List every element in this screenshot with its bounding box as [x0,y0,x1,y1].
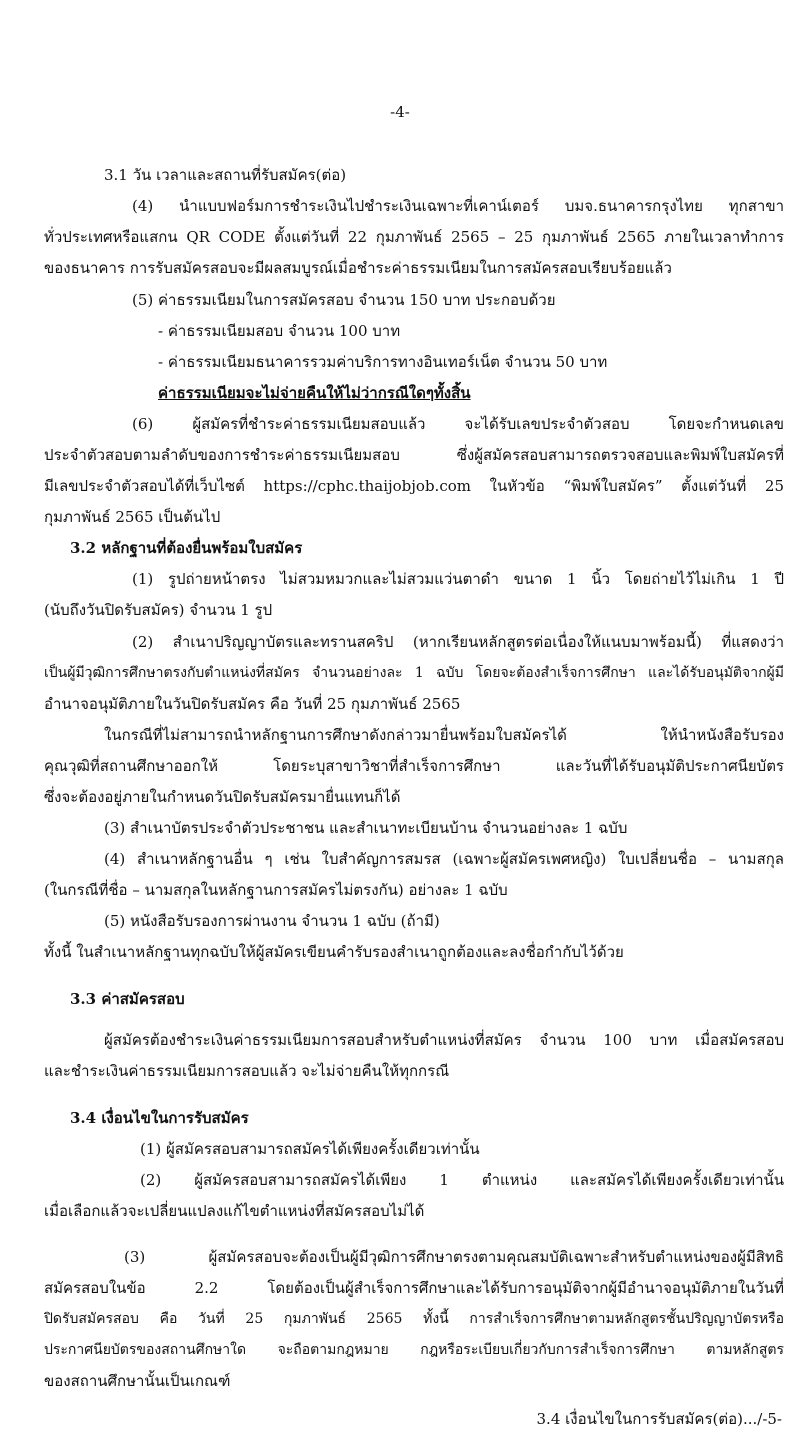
list-item: - ค่าธรรมเนียมสอบ จำนวน 100 บาท [158,322,401,340]
paragraph-line: ของธนาคาร การรับสมัครสอบจะมีผลสมบูรณ์เมื่อชำระค่าธรรมเนียมในการสมัครสอบเรียบร้อยแล้ว [44,259,672,277]
paragraph-line: เมื่อเลือกแล้วจะเปลี่ยนแปลงแก้ไขตำแหน่งที่สมัครสอบไม่ได้ [44,1202,425,1220]
paragraph-line: (3) สำเนาบัตรประจำตัวประชาชน และสำเนาทะเบียนบ้าน จำนวนอย่างละ 1 ฉบับ [104,819,628,837]
paragraph-line: (1) ผู้สมัครสอบสามารถสมัครได้เพียงครั้งเดียวเท่านั้น [140,1140,480,1158]
continuation-footer: 3.4 เงื่อนไขในการรับสมัคร(ต่อ).../-5- [536,1410,782,1428]
section-3-2-heading: 3.2 หลักฐานที่ต้องยื่นพร้อมใบสมัคร [70,539,303,557]
certification-note: ทั้งนี้ ในสำเนาหลักฐานทุกฉบับให้ผู้สมัครเขียนคำรับรองสำเนาถูกต้องและลงชื่อกำกับไว้ด้วย [44,943,624,961]
paragraph-line: (นับถึงวันปิดรับสมัคร) จำนวน 1 รูป [44,601,273,619]
paragraph-line: (ในกรณีที่ชื่อ – นามสกุลในหลักฐานการสมัครไม่ตรงกัน) อย่างละ 1 ฉบับ [44,881,508,899]
paragraph-line: (4) สำเนาหลักฐานอื่น ๆ เช่น ใบสำคัญการสมรส (เฉพาะผู้สมัครเพศหญิง) ใบเปลี่ยนชื่อ – นามสกุล [104,850,784,868]
paragraph-line: และชำระเงินค่าธรรมเนียมการสอบแล้ว จะไม่จ่ายคืนให้ทุกกรณี [44,1062,450,1080]
paragraph-line: (3) ผู้สมัครสอบจะต้องเป็นผู้มีวุฒิการศึกษาตรงตามคุณสมบัติเฉพาะสำหรับตำแหน่งของผู้มีสิทธิ [124,1248,784,1266]
list-item: - ค่าธรรมเนียมธนาคารรวมค่าบริการทางอินเทอร์เน็ต จำนวน 50 บาท [158,353,608,371]
paragraph-line: (5) ค่าธรรมเนียมในการสมัครสอบ จำนวน 150 บาท ประกอบด้วย [132,291,556,309]
paragraph-line: (2) ผู้สมัครสอบสามารถสมัครได้เพียง 1 ตำแหน่ง และสมัครได้เพียงครั้งเดียวเท่านั้น [140,1171,784,1189]
page-number: -4- [390,103,410,121]
paragraph-line: คุณวุฒิที่สถานศึกษาออกให้ โดยระบุสาขาวิชาที่สำเร็จการศึกษา และวันที่ได้รับอนุมัติประกาศนียบัตร [44,757,784,775]
paragraph-line: สมัครสอบในข้อ 2.2 โดยต้องเป็นผู้สำเร็จการศึกษาและได้รับการอนุมัติจากผู้มีอำนาจอนุมัติภายในวันที่ [44,1279,784,1297]
paragraph-line: ทั่วประเทศหรือแสกน QR CODE ตั้งแต่วันที่ 22 กุมภาพันธ์ 2565 – 25 กุมภาพันธ์ 2565 ภายในเวลาทำการ [44,228,784,246]
paragraph-line: (1) รูปถ่ายหน้าตรง ไม่สวมหมวกและไม่สวมแว่นตาดำ ขนาด 1 นิ้ว โดยถ่ายไว้ไม่เกิน 1 ปี [132,570,784,588]
non-refundable-notice: ค่าธรรมเนียมจะไม่จ่ายคืนให้ไม่ว่ากรณีใดๆทั้งสิ้น [158,384,471,402]
paragraph-line-with-website: มีเลขประจำตัวสอบได้ที่เว็บไซต์ https://cphc.thaijobjob.com ในหัวข้อ “พิมพ์ใบสมัคร” ตั้งแต่วันที่ 25 [44,477,784,495]
paragraph-line: ของสถานศึกษานั้นเป็นเกณฑ์ [44,1372,231,1390]
paragraph-line: ประจำตัวสอบตามลำดับของการชำระค่าธรรมเนียมสอบ ซึ่งผู้สมัครสอบสามารถตรวจสอบและพิมพ์ใบสมัครที่ [44,446,784,464]
paragraph-line: กุมภาพันธ์ 2565 เป็นต้นไป [44,508,221,526]
section-3-4-heading: 3.4 เงื่อนไขในการรับสมัคร [70,1109,249,1127]
section-3-3-heading: 3.3 ค่าสมัครสอบ [70,990,185,1008]
paragraph-line: เป็นผู้มีวุฒิการศึกษาตรงกับตำแหน่งที่สมัคร จำนวนอย่างละ 1 ฉบับ โดยจะต้องสำเร็จการศึกษา และได้รับอนุมัติจากผู้มี [44,665,784,681]
paragraph-line: ผู้สมัครต้องชำระเงินค่าธรรมเนียมการสอบสำหรับตำแหน่งที่สมัคร จำนวน 100 บาท เมื่อสมัครสอบ [104,1031,784,1049]
paragraph-line: ประกาศนียบัตรของสถานศึกษาใด จะถือตามกฎหมาย กฎหรือระเบียบเกี่ยวกับการสำเร็จการศึกษา ตามหลักสูตร [44,1342,784,1358]
paragraph-line: (2) สำเนาปริญญาบัตรและทรานสคริป (หากเรียนหลักสูตรต่อเนื่องให้แนบมาพร้อมนี้) ที่แสดงว่า [132,633,784,651]
paragraph-line: (4) นำแบบฟอร์มการชำระเงินไปชำระเงินเฉพาะที่เคาน์เตอร์ บมจ.ธนาคารกรุงไทย ทุกสาขา [132,197,784,215]
paragraph-line: อำนาจอนุมัติภายในวันปิดรับสมัคร คือ วันที่ 25 กุมภาพันธ์ 2565 [44,695,461,713]
paragraph-line: ปิดรับสมัครสอบ คือ วันที่ 25 กุมภาพันธ์ 2565 ทั้งนี้ การสำเร็จการศึกษาตามหลักสูตรชั้นปริญญาบัตรหรือ [44,1311,784,1327]
paragraph-line: (6) ผู้สมัครที่ชำระค่าธรรมเนียมสอบแล้ว จะได้รับเลขประจำตัวสอบ โดยจะกำหนดเลข [132,415,784,433]
paragraph-line: (5) หนังสือรับรองการผ่านงาน จำนวน 1 ฉบับ (ถ้ามี) [104,912,440,930]
paragraph-line: ในกรณีที่ไม่สามารถนำหลักฐานการศึกษาดังกล่าวมายื่นพร้อมใบสมัครได้ ให้นำหนังสือรับรอง [104,726,784,744]
paragraph-line: ซึ่งจะต้องอยู่ภายในกำหนดวันปิดรับสมัครมายื่นแทนก็ได้ [44,788,401,806]
section-3-1-heading: 3.1 วัน เวลาและสถานที่รับสมัคร(ต่อ) [104,166,347,184]
